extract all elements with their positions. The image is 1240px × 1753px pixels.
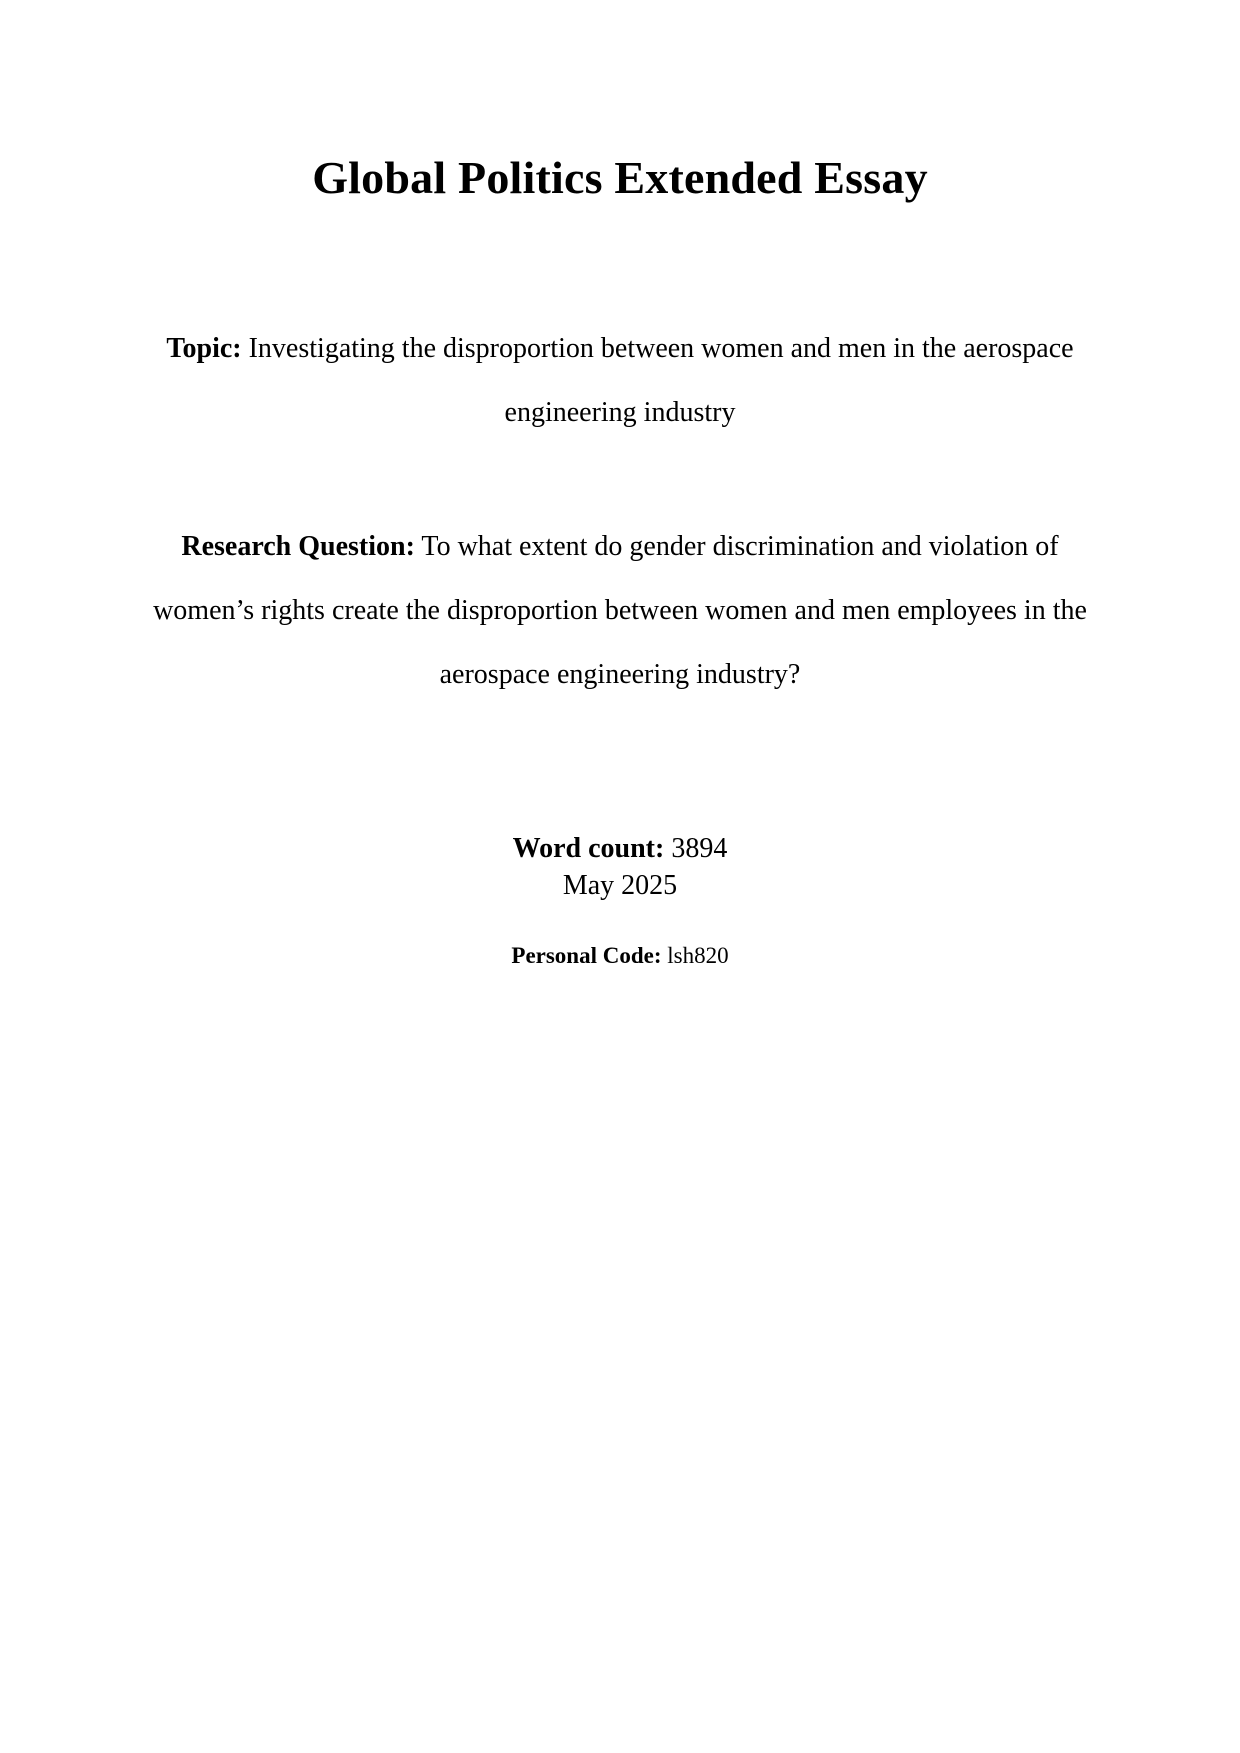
research-question-label: Research Question:: [181, 531, 415, 562]
word-count-value: 3894: [664, 833, 728, 864]
word-count-line: [0, 831, 1240, 867]
submission-date: May 2025: [562, 870, 678, 901]
research-question-paragraph: [140, 515, 1100, 707]
personal-code-label: Personal Code:: [511, 943, 662, 968]
personal-code-value: lsh820: [661, 943, 729, 968]
topic-text: Investigating the disproportion between women and men in the aerospace engineering industry: [241, 333, 1074, 428]
personal-code-line: [0, 941, 1240, 971]
research-question-text: To what extent do gender discrimination and violation of women’s rights create the disproportion between women and men employees in the aerospace engineering industry?: [153, 531, 1087, 690]
word-count-label: Word count:: [512, 833, 665, 864]
topic-label: Topic:: [166, 333, 242, 364]
essay-title: Global Politics Extended Essay: [312, 152, 928, 203]
topic-paragraph: [150, 317, 1090, 445]
